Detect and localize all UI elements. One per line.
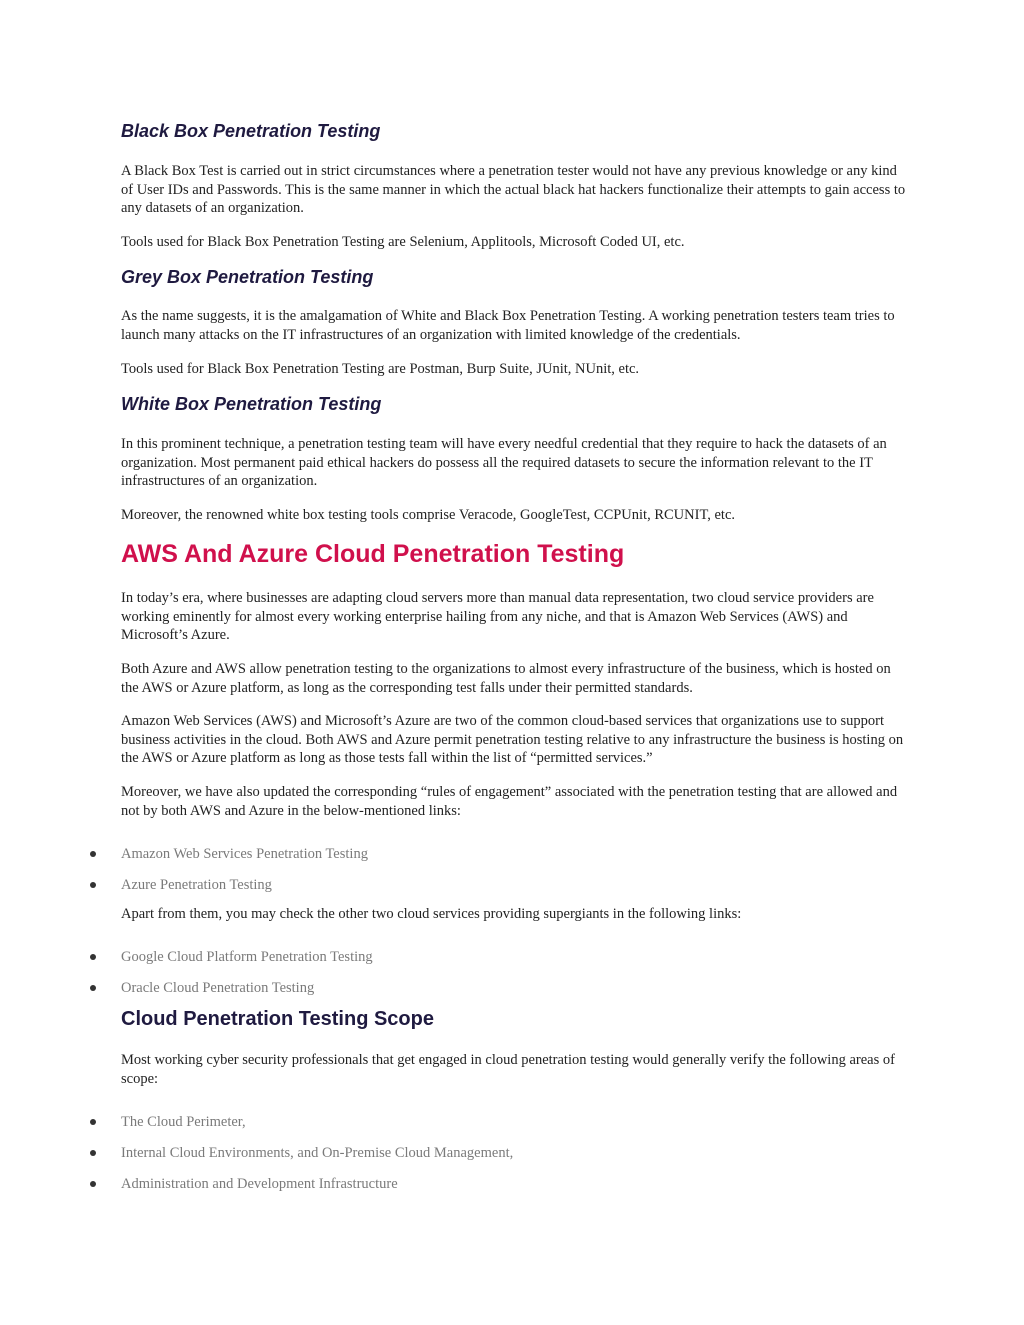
aws-azure-paragraph-3: Amazon Web Services (AWS) and Microsoft’s Azure are two of the common cloud-based services that organizations use to support business activities in the cloud. Both AWS and Azure permit penetration testing relative to any infrastructure the business is hosting on the AWS or Azure platform as long as those tests fall within the list of “permitted services.” [121, 713, 904, 766]
bullet-icon [90, 1119, 96, 1125]
scope-item-text: The Cloud Perimeter, [121, 1114, 246, 1130]
scope-item-text: Administration and Development Infrastructure [121, 1176, 398, 1192]
scope-list-item [121, 1113, 246, 1131]
grey-box-paragraph-2: Tools used for Black Box Penetration Testing are Postman, Burp Suite, JUnit, NUnit, etc. [121, 361, 640, 377]
aws-azure-heading: AWS And Azure Cloud Penetration Testing [121, 540, 625, 568]
bullet-icon [90, 1150, 96, 1156]
scope-item-text: Internal Cloud Environments, and On-Premise Cloud Management, [121, 1145, 514, 1161]
azure-link-text[interactable]: Azure Penetration Testing [121, 877, 272, 893]
white-box-paragraph-2: Moreover, the renowned white box testing tools comprise Veracode, GoogleTest, CCPUnit, RCUNIT, etc. [121, 507, 735, 523]
oracle-link-text[interactable]: Oracle Cloud Penetration Testing [121, 980, 315, 996]
white-box-heading: White Box Penetration Testing [121, 394, 382, 414]
bullet-icon [90, 985, 96, 991]
list-item-aws-link[interactable] [121, 845, 368, 863]
bullet-icon [90, 954, 96, 960]
black-box-paragraph-1: A Black Box Test is carried out in strict circumstances where a penetration tester would not have any previous knowledge or any kind of User IDs and Passwords. This is the same manner in which the actual black hat hackers functionalize their attempts to gain access to any datasets of an organization. [121, 163, 906, 216]
black-box-heading: Black Box Penetration Testing [121, 121, 381, 141]
grey-box-paragraph-1: As the name suggests, it is the amalgamation of White and Black Box Penetration Testing. A working penetration testers team tries to launch many attacks on the IT infrastructures of an organization with limited knowledge of the credentials. [121, 308, 895, 343]
black-box-paragraph-2: Tools used for Black Box Penetration Testing are Selenium, Applitools, Microsoft Coded UI, etc. [121, 234, 685, 250]
grey-box-heading: Grey Box Penetration Testing [121, 267, 374, 287]
gcp-link-text[interactable]: Google Cloud Platform Penetration Testing [121, 949, 373, 965]
bullet-icon [90, 1181, 96, 1187]
scope-paragraph-1: Most working cyber security professionals that get engaged in cloud penetration testing would generally verify the following areas of scope: [121, 1052, 895, 1087]
list-item-gcp-link[interactable] [121, 948, 373, 966]
aws-azure-paragraph-4: Moreover, we have also updated the corresponding “rules of engagement” associated with the penetration testing that are allowed and not by both AWS and Azure in the below-mentioned links: [121, 784, 898, 819]
aws-link-text[interactable]: Amazon Web Services Penetration Testing [121, 846, 368, 862]
scope-list-item [121, 1144, 513, 1162]
scope-list-item [121, 1175, 398, 1193]
scope-heading: Cloud Penetration Testing Scope [121, 1008, 434, 1030]
bullet-icon [90, 882, 96, 888]
white-box-paragraph-1: In this prominent technique, a penetration testing team will have every needful credential that they require to hack the datasets of an organization. Most permanent paid ethical hackers do possess all the required datasets to secure the information relevant to the IT infrastructures of an organization. [121, 436, 887, 489]
bullet-icon [90, 851, 96, 857]
aws-azure-paragraph-5: Apart from them, you may check the other two cloud services providing supergiants in the following links: [121, 906, 742, 922]
aws-azure-paragraph-2: Both Azure and AWS allow penetration testing to the organizations to almost every infrastructure of the business, which is hosted on the AWS or Azure platform, as long as the corresponding test falls under their permitted standards. [121, 661, 891, 696]
aws-azure-paragraph-1: In today’s era, where businesses are adapting cloud servers more than manual data representation, two cloud service providers are working eminently for almost every working enterprise hailing from any niche, and that is Amazon Web Services (AWS) and Microsoft’s Azure. [121, 590, 874, 643]
list-item-azure-link[interactable] [121, 876, 272, 894]
list-item-oracle-link[interactable] [121, 979, 314, 997]
